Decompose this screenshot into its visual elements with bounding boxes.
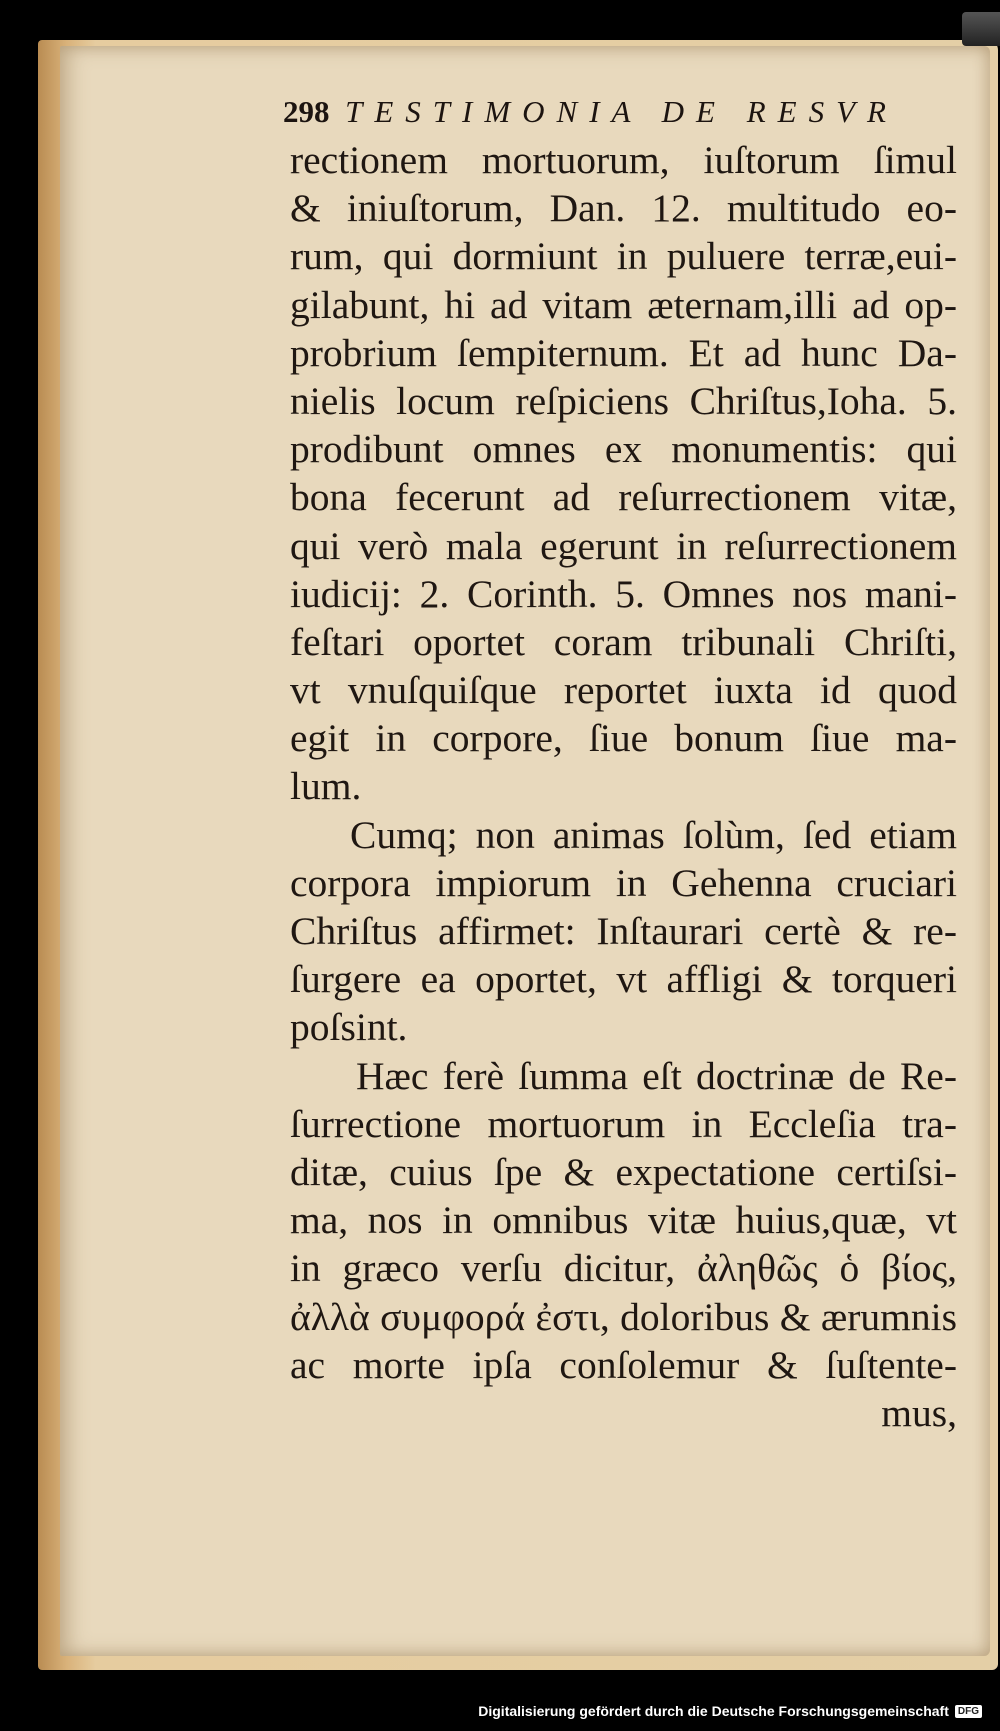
text-line: rectionem mortuorum, iuſtorum ſimul	[290, 138, 957, 182]
text-line: feſtari oportet coram tribunali Chriſti,	[290, 619, 957, 664]
text-line: rum, qui dormiunt in puluere terræ,eui-	[290, 234, 957, 279]
page-number: 298	[283, 94, 330, 129]
page-clip	[962, 12, 1000, 46]
digitization-credit	[478, 1703, 982, 1719]
text-line: ἀλλὰ συμφορά ἐστι, doloribus & ærumnis	[290, 1294, 957, 1339]
text-line: Chriſtus affirmet: Inſtaurari certè & re-	[290, 909, 957, 953]
dfg-logo: DFG	[955, 1705, 982, 1718]
page-header	[283, 94, 898, 130]
text-line: corpora impiorum in Gehenna cruciari	[290, 860, 957, 905]
catchword: mus,	[881, 1390, 957, 1435]
body-text	[290, 136, 957, 1437]
text-line: prodibunt omnes ex monumentis: qui	[290, 427, 957, 472]
text-line: vt vnuſquiſque reportet iuxta id quod	[290, 668, 957, 713]
text-line: egit in corpore, ſiue bonum ſiue ma-	[290, 716, 957, 761]
text-line: iudicij: 2. Corinth. 5. Omnes nos mani-	[290, 571, 957, 616]
text-line: qui verò mala egerunt in reſurrectionem	[290, 523, 957, 568]
text-line: lum.	[290, 764, 362, 809]
text-line: ſurrectione mortuorum in Eccleſia tra-	[290, 1101, 957, 1146]
text-line: ſurgere ea oportet, vt affligi & torqueri	[290, 957, 957, 1002]
text-line: in græco verſu dicitur, ἀληθῶς ὁ βίος,	[290, 1246, 957, 1291]
text-line: gilabunt, hi ad vitam æternam,illi ad op-	[290, 282, 957, 327]
text-line: nielis locum reſpiciens Chriſtus,Ioha. 5.	[290, 378, 957, 423]
text-line: Cumq; non animas ſolùm, ſed etiam	[350, 812, 957, 857]
text-line: poſsint.	[290, 1005, 408, 1050]
text-line: Hæc ferè ſumma eſt doctrinæ de Re-	[356, 1053, 957, 1098]
text-line: ditæ, cuius ſpe & expectatione certiſsi-	[290, 1149, 957, 1194]
text-line: bona fecerunt ad reſurrectionem vitæ,	[290, 475, 957, 520]
text-line: ma, nos in omnibus vitæ huius,quæ, vt	[290, 1198, 957, 1243]
running-head: TESTIMONIA DE RESVR	[345, 94, 898, 129]
credit-text: Digitalisierung gefördert durch die Deutsche Forschungsgemeinschaft	[478, 1703, 949, 1719]
text-line: probrium ſempiternum. Et ad hunc Da-	[290, 330, 957, 375]
text-line: & iniuſtorum, Dan. 12. multitudo eo-	[290, 186, 957, 231]
text-line: ac morte ipſa conſolemur & ſuſtente-	[290, 1342, 957, 1387]
